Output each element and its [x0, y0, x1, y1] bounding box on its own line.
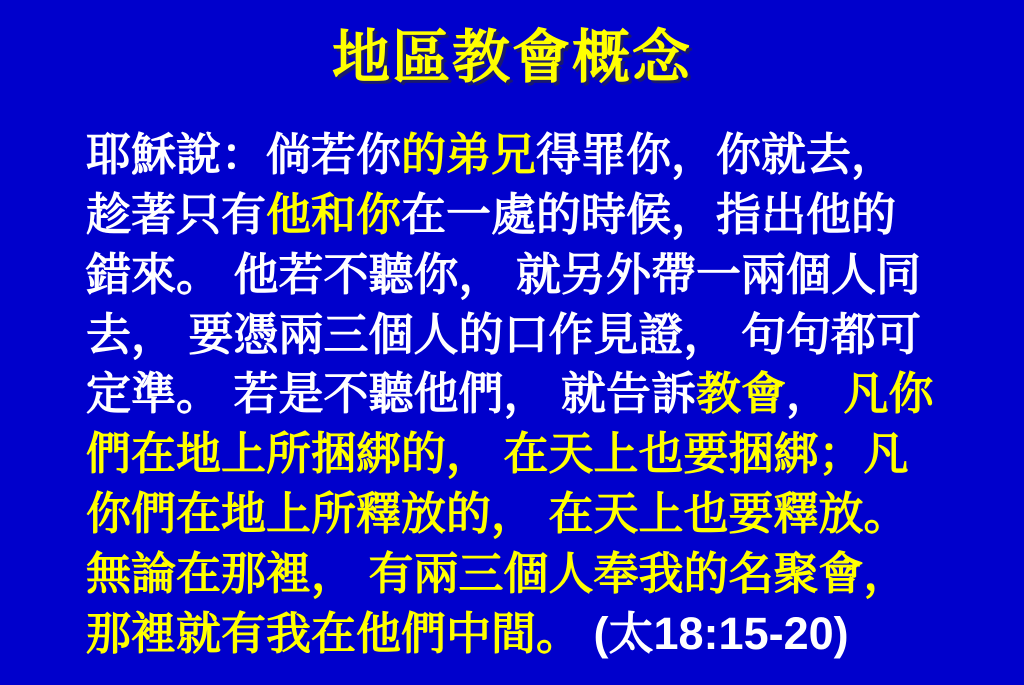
scripture-body — [86, 125, 946, 664]
scripture-run: 你們在地上所釋放的， 在天上也要釋放。 — [86, 488, 909, 540]
scripture-run: 在一處的時候，指出他的 — [401, 188, 897, 240]
page-title: 地區教會概念 — [331, 25, 692, 90]
scripture-run: 得罪你，你就去， — [536, 129, 897, 180]
scripture-run: 錯來。 他若不聽你， 就另外帶一兩個人同 — [86, 248, 922, 300]
scripture-run: (太18:15-20) — [581, 607, 849, 659]
scripture-run: 無論在那裡， 有兩三個人奉我的名聚會， — [86, 547, 909, 599]
scripture-line — [86, 484, 946, 544]
scripture-run: 趁著只有 — [86, 188, 267, 240]
scripture-line — [86, 424, 946, 484]
scripture-run: 教會 — [696, 368, 787, 420]
scripture-run: ， — [786, 368, 844, 420]
scripture-line — [86, 305, 946, 365]
scripture-run: 凡你 — [843, 368, 934, 420]
scripture-line — [86, 245, 946, 305]
scripture-line — [86, 185, 946, 245]
scripture-line — [86, 604, 946, 664]
scripture-run: 去， 要憑兩三個人的口作見證， 句句都可 — [86, 308, 922, 360]
scripture-run: 耶穌說：倘若你 — [86, 129, 402, 180]
scripture-line — [86, 125, 946, 185]
scripture-run: 定準。 若是不聽他們， 就告訴 — [86, 368, 697, 420]
scripture-line — [86, 364, 946, 424]
scripture-run: 們在地上所捆綁的， 在天上也要捆綁；凡 — [86, 428, 909, 480]
scripture-run: 的弟兄 — [401, 129, 537, 180]
scripture-run: 那裡就有我在他們中間。 — [86, 607, 582, 659]
scripture-line — [86, 544, 946, 604]
scripture-run: 他和你 — [266, 188, 402, 240]
